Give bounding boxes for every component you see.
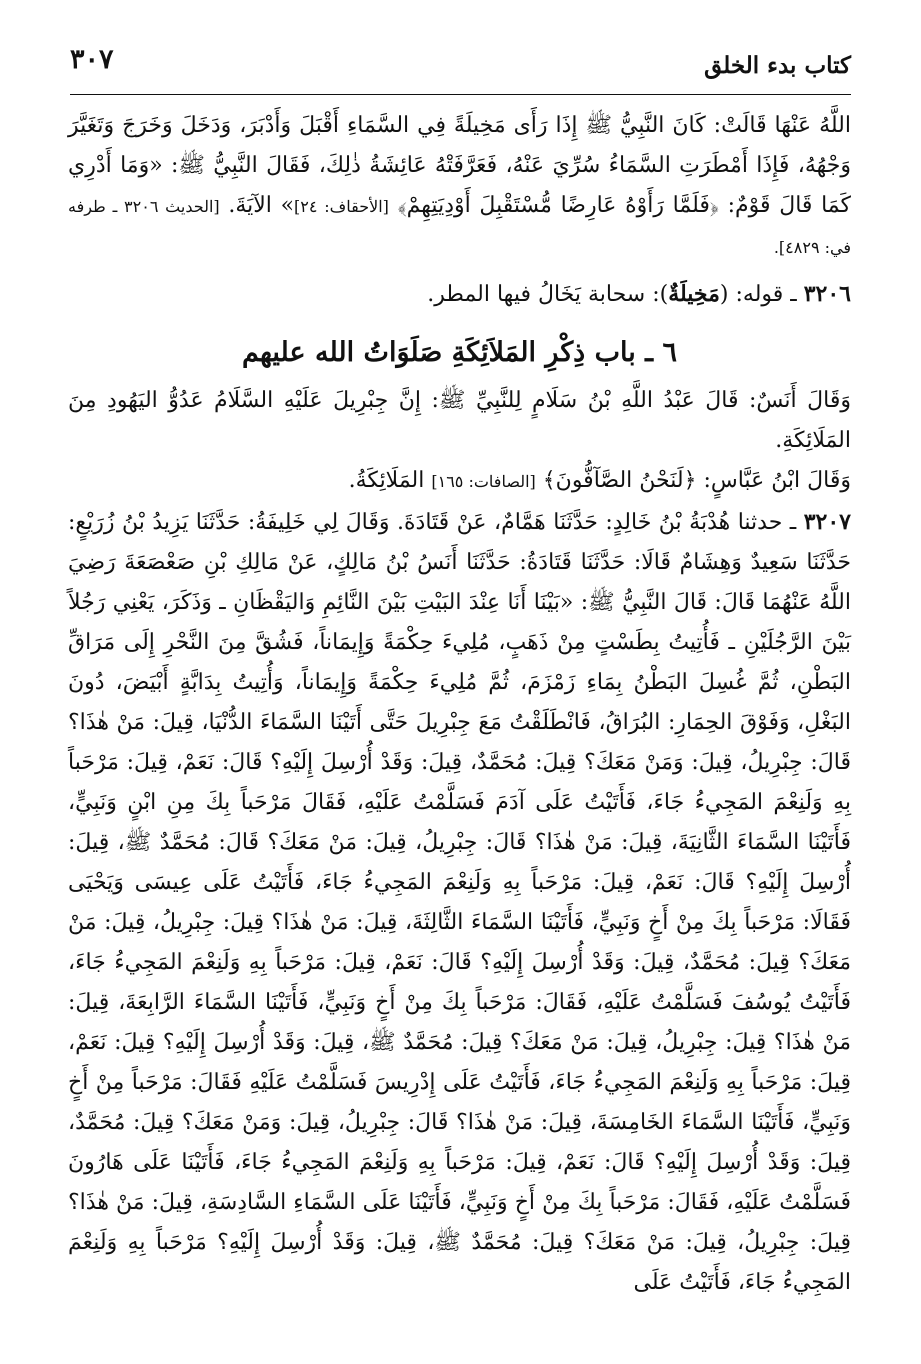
page-header (70, 38, 851, 95)
book-title: كتاب بدء الخلق (704, 52, 851, 79)
note-label: ـ قوله: ( (719, 282, 797, 307)
hadith-3206-text: اللَّهُ عَنْهَا قَالَتْ: كَانَ النَّبِيُّ ﷺ إِذَا رَأَى مَخِيلَةً فِي السَّمَاءِ أَقْبَلَ وَأَدْبَرَ، وَدَخَلَ وَخَرَجَ وَتَغَيَّرَ وَجْهُهُ، فَإِذَا أَمْطَرَتِ السَّمَاءُ سُرِّيَ عَنْهُ، فَعَرَّفَتْهُ عَائِشَةُ ذٰلِكَ، فَقَالَ النَّبِيُّ ﷺ: «وَمَا أَدْرِي كَمَا قَالَ قَوْمٌ: ﴿فَلَمَّا رَأَوْهُ عَارِضًا مُّسْتَقْبِلَ أَوْدِيَتِهِمْ﴾ (68, 113, 851, 218)
page-number: ٣٠٧ (70, 44, 114, 75)
anas-narration: وَقَالَ أَنَسٌ: قَالَ عَبْدُ اللَّهِ بْنُ سَلَامٍ لِلنَّبِيِّ ﷺ: إِنَّ جِبْرِيلَ عَلَيْهِ السَّلَامُ عَدُوُّ اليَهُودِ مِنَ المَلَائِكَةِ. (68, 388, 851, 453)
quran-citation-saffat: [الصافات: ١٦٥] (431, 472, 536, 491)
hadith-3206-continuation (68, 106, 851, 268)
hadith-3207-text: ـ حدثنا هُدْبَةُ بْنُ خَالِدٍ: حَدَّثَنَا هَمَّامٌ، عَنْ قَتَادَةَ. وَقَالَ لِي خَلِيفَةُ: حَدَّثَنَا يَزِيدُ بْنُ زُرَيْعٍ: حَدَّثَنَا سَعِيدٌ وَهِشَامٌ قَالَا: حَدَّثَنَا قَتَادَةُ: حَدَّثَنَا أَنَسُ بْنُ مَالِكٍ، عَنْ مَالِكِ بْنِ صَعْصَعَةَ رَضِيَ اللَّهُ عَنْهُمَا قَالَ: قَالَ النَّبِيُّ ﷺ: «بَيْنَا أَنَا عِنْدَ البَيْتِ بَيْنَ النَّائِمِ وَاليَقْظَانِ ـ وَذَكَرَ، يَعْنِي رَجُلاً بَيْنَ الرَّجُلَيْنِ ـ فَأُتِيتُ بِطَسْتٍ مِنْ ذَهَبٍ، مُلِيءَ حِكْمَةً وَإِيمَاناً، فَشُقَّ مِنَ النَّحْرِ إِلَى مَرَاقِّ البَطْنِ، ثُمَّ غُسِلَ البَطْنُ بِمَاءِ زَمْزَمَ، ثُمَّ مُلِيءَ حِكْمَةً وَإِيمَاناً، وَأُتِيتُ بِدَابَّةٍ أَبْيَضَ، دُونَ البَغْلِ، وَفَوْقَ الحِمَارِ: البُرَاقُ، فَانْطَلَقْتُ مَعَ جِبْرِيلَ حَتَّى أَتَيْنَا السَّمَاءَ الدُّنْيَا، قِيلَ: مَنْ هٰذَا؟ قَالَ: جِبْرِيلُ، قِيلَ: وَمَنْ مَعَكَ؟ قِيلَ: مُحَمَّدٌ، قِيلَ: وَقَدْ أُرْسِلَ إِلَيْهِ؟ قَالَ: نَعَمْ، قِيلَ: مَرْحَباً بِهِ وَلَنِعْمَ المَجِيءُ جَاءَ، فَأَتَيْتُ عَلَى آدَمَ فَسَلَّمْتُ عَلَيْهِ، فَقَالَ مَرْحَباً بِكَ مِنِ ابْنٍ وَنَبِيٍّ، فَأَتَيْنَا السَّمَاءَ الثَّانِيَةَ، قِيلَ: مَنْ هٰذَا؟ قَالَ: جِبْرِيلُ، قِيلَ: مَنْ مَعَكَ؟ قَالَ: مُحَمَّدٌ ﷺ، قِيلَ: أُرْسِلَ إِلَيْهِ؟ قَالَ: نَعَمْ، قِيلَ: مَرْحَباً بِهِ وَلَنِعْمَ المَجِيءُ جَاءَ، فَأَتَيْتُ عَلَى عِيسَى وَيَحْيَى فَقَالَا: مَرْحَباً بِكَ مِنْ أَخٍ وَنَبِيٍّ، فَأَتَيْنَا السَّمَاءَ الثَّالِثَةَ، قِيلَ: مَنْ هٰذَا؟ قِيلَ: جِبْرِيلُ، قِيلَ: مَنْ مَعَكَ؟ قِيلَ: مُحَمَّدٌ، قِيلَ: وَقَدْ أُرْسِلَ إِلَيْهِ؟ قَالَ: نَعَمْ، قِيلَ: مَرْحَباً بِهِ وَلَنِعْمَ المَجِيءُ جَاءَ، فَأَتَيْتُ يُوسُفَ فَسَلَّمْتُ عَلَيْهِ، فَقَالَ: مَرْحَباً بِكَ مِنْ أَخٍ وَنَبِيٍّ، فَأَتَيْنَا السَّمَاءَ الرَّابِعَةَ، قِيلَ: مَنْ هٰذَا؟ قِيلَ: جِبْرِيلُ، قِيلَ: مَنْ مَعَكَ؟ قِيلَ: مُحَمَّدٌ ﷺ، قِيلَ: وَقَدْ أُرْسِلَ إِلَيْهِ؟ قِيلَ: نَعَمْ، قِيلَ: مَرْحَباً بِهِ وَلَنِعْمَ المَجِيءُ جَاءَ، فَأَتَيْتُ عَلَى إِدْرِيسَ فَسَلَّمْتُ عَلَيْهِ فَقَالَ: مَرْحَباً مِنْ أَخٍ وَنَبِيٍّ، فَأَتَيْنَا السَّمَاءَ الخَامِسَةَ، قِيلَ: مَنْ هٰذَا؟ قَالَ: جِبْرِيلُ، قِيلَ: وَمَنْ مَعَكَ؟ قِيلَ: مُحَمَّدٌ، قِيلَ: وَقَدْ أُرْسِلَ إِلَيْهِ؟ قَالَ: نَعَمْ، قِيلَ: مَرْحَباً بِهِ وَلَنِعْمَ المَجِيءُ جَاءَ، فَأَتَيْنَا عَلَى هَارُونَ فَسَلَّمْتُ عَلَيْهِ، فَقَالَ: مَرْحَباً بِكَ مِنْ أَخٍ وَنَبِيٍّ، فَأَتَيْنَا عَلَى السَّمَاءِ السَّادِسَةِ، قِيلَ: مَنْ هٰذَا؟ قِيلَ: جِبْرِيلُ، قِيلَ: مَنْ مَعَكَ؟ قِيلَ: مُحَمَّدٌ ﷺ، قِيلَ: وَقَدْ أُرْسِلَ إِلَيْهِ؟ مَرْحَباً بِهِ وَلَنِعْمَ المَجِيءُ جَاءَ، فَأَتَيْتُ عَلَى (68, 510, 852, 1295)
ibn-abbas-text: وَقَالَ ابْنُ عَبَّاسٍ: ﴿لَنَحْنُ الصَّآفُّونَ﴾ (542, 468, 851, 493)
note-definition: ): سحابة يَخَالُ فيها المطر. (427, 282, 669, 307)
note-number: ٣٢٠٦ (803, 281, 851, 307)
chapter-heading: ٦ ـ باب ذِكْرِ المَلاَئِكَةِ صَلَوَاتُ الله عليهم (242, 337, 677, 368)
hadith-3207-number: ٣٢٠٧ (803, 509, 851, 535)
page-content (68, 106, 851, 1303)
hadith-3206-text-end: » الآيَةَ. (228, 193, 295, 218)
quran-citation-ahqaf: [الأحقاف: ٢٤] (294, 197, 389, 216)
ibn-abbas-text-end: المَلَائِكَةُ. (348, 468, 425, 493)
hadith-3206-reference: [الحديث ٣٢٠٦ ـ طرفه في: ٤٨٢٩]. (68, 197, 851, 257)
note-3206 (68, 274, 851, 315)
ibn-abbas-narration (68, 461, 851, 502)
hadith-3207 (68, 502, 851, 1303)
note-term: مَخِيلَةٌ (668, 281, 720, 307)
